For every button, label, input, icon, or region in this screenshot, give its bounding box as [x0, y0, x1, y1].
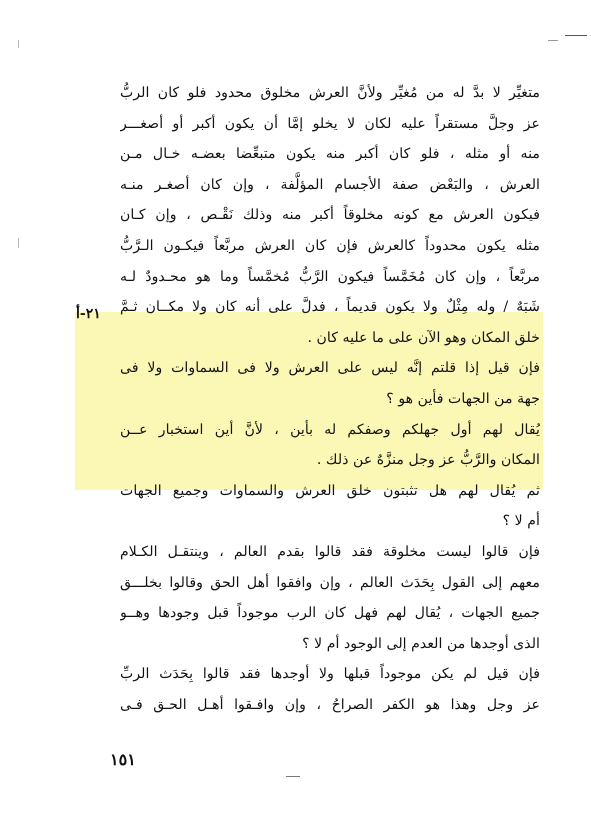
footer-dash [286, 776, 300, 777]
margin-folio-marker: ٢١-أ [76, 306, 101, 322]
text-line: ثم يُقال لهم هل تثبتون خلق العرش والسماوات وجميع الجهات [120, 482, 540, 499]
body-text [120, 78, 540, 720]
scan-tick [18, 238, 19, 248]
text-line: خلق المكان وهو الآن على ما عليه كان . [307, 329, 540, 346]
text-line: أم لا ؟ [502, 513, 540, 530]
text-line: العرش ، والبَعْض صفة الأجسام المؤلَّفة ، وإن كان أصغـر منـه [120, 176, 540, 193]
margin-dash [565, 35, 587, 36]
text-line: المكان والرَّبُّ عز وجل منزَّهٌ عن ذلك . [316, 452, 540, 469]
text-line: شَبَهٌ / وله مِثْلٌ ولا يكون قديماً ، فدلَّ على أنه كان ولا مكــان ثـمَّ [120, 299, 540, 316]
text-line: متغيِّر لا بدَّ له من مُغيِّر ولأنَّ العرش مخلوق محدود فلو كان الربُّ [120, 85, 540, 101]
text-line: فإن قالوا ليست مخلوقة فقد قالوا بقدم العالم ، وينتقـل الكـلام [120, 543, 540, 560]
text-line: يُقال لهم أول جهلكم وصفكم له بأين ، لأنَّ أين استخبار عــن [120, 421, 540, 438]
text-line: فإن قيل إذا قلتم إنَّه ليس على العرش ولا فى السماوات ولا فى [120, 360, 540, 377]
text-line: عز وجل وهذا هو الكفر الصراحُ ، وإن وافـقوا أهـل الحـق فـى [120, 696, 540, 713]
text-line: فيكون العرش مع كونه مخلوقاً أكبر منه وذلك نَقْـص ، وإن كـان [120, 207, 540, 224]
text-line: عز وجلَّ مستقراً عليه لكان لا يخلو إمَّا أن يكون أكبر أو أصغـــر [120, 115, 540, 132]
text-line: مثله يكون محدوداً كالعرش فإن كان العرش مربَّعاً فيكـون الـرَّبُّ [120, 237, 540, 254]
text-line: الذى أوجدها من العدم إلى الوجود أم لا ؟ [302, 635, 540, 652]
text-line: جهة من الجهات فأين هو ؟ [386, 390, 540, 407]
margin-dash [548, 40, 558, 41]
text-line: فإن قيل لم يكن موجوداً قبلها ولا أوجدها فقد قالوا بِحَدَث الربِّ [120, 666, 540, 683]
text-line: جميع الجهات ، يُقال لهم فهل كان الرب موجوداً قبل وجودها وهــو [120, 605, 540, 622]
scan-tick [18, 40, 19, 48]
text-line: مربَّعاً ، وإن كان مُخَمَّساً فيكون الرَّبُّ مُخمَّساً وما هو محـدودٌ لـه [120, 268, 540, 285]
text-line: منه أو مثله ، فلو كان أكبر منه يكون متبعِّضا بعضـه خـال مـن [120, 146, 540, 163]
page-number: ١٥١ [110, 750, 136, 769]
text-line: معهم إلى القول بِحَدَث العالم ، وإن وافقوا أهل الحق وقالوا بخلـــق [120, 574, 540, 591]
